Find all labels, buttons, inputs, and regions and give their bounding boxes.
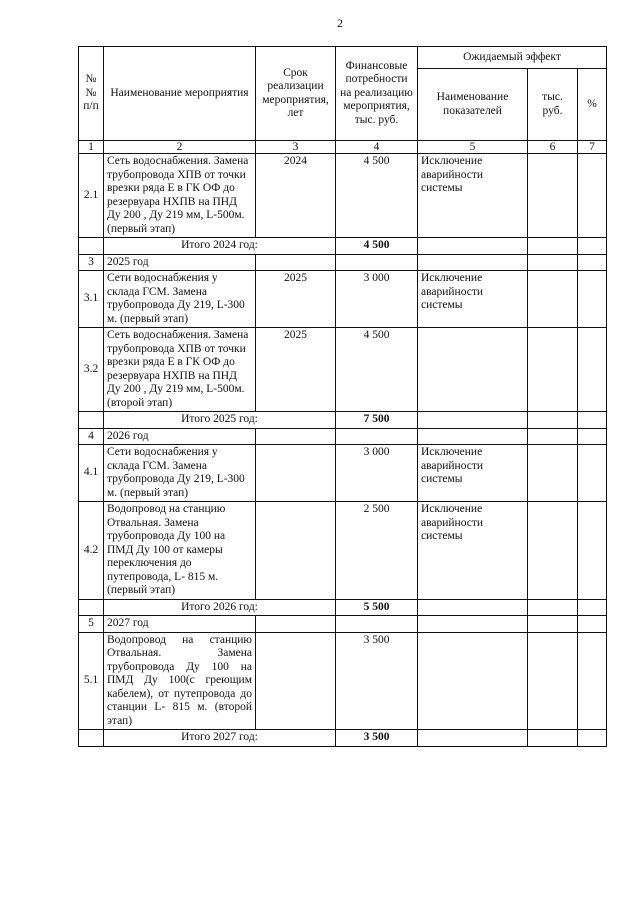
effect-percent: [578, 445, 607, 502]
effect-thousand-rub: [528, 271, 578, 328]
effect-percent: [578, 632, 607, 730]
measure-number: 3.2: [79, 328, 104, 412]
group-label: 2025 год: [104, 254, 256, 271]
empty-cell: [336, 428, 418, 445]
total-cost: 3 500: [336, 730, 418, 747]
measure-effect: [418, 632, 528, 730]
empty-cell: [578, 599, 607, 616]
measure-cost: 4 500: [336, 328, 418, 412]
header-thousand-rub: тыс. руб.: [528, 69, 578, 141]
empty-cell: [79, 599, 104, 616]
effect-percent: [578, 154, 607, 238]
col-number: 5: [418, 141, 528, 154]
empty-cell: [79, 412, 104, 429]
empty-cell: [256, 616, 336, 633]
empty-cell: [578, 254, 607, 271]
empty-cell: [578, 412, 607, 429]
measure-effect: Исключение аварийности системы: [418, 154, 528, 238]
col-number: 6: [528, 141, 578, 154]
measure-row: [79, 445, 607, 502]
header-percent: %: [578, 69, 607, 141]
year-group-row: [79, 254, 607, 271]
empty-cell: [79, 730, 104, 747]
measure-row: [79, 632, 607, 730]
measure-name: Сеть водоснабжения. Замена трубопровода ХПВ от точки врезки ряда Е в ГК ОФ до резервуара НХПВ на ПНД Ду 200 , Ду 219 мм, L-500м. (первый этап): [104, 154, 256, 238]
measure-effect: Исключение аварийности системы: [418, 445, 528, 502]
measure-name: Сети водоснабжения у склада ГСМ. Замена трубопровода Ду 219, L-300 м. (первый этап): [104, 271, 256, 328]
measure-row: [79, 502, 607, 600]
empty-cell: [528, 599, 578, 616]
total-row: [79, 599, 607, 616]
effect-thousand-rub: [528, 632, 578, 730]
measure-effect: [418, 328, 528, 412]
measure-number: 5.1: [79, 632, 104, 730]
measure-cost: 3 500: [336, 632, 418, 730]
total-row: [79, 238, 607, 255]
year-group-row: [79, 616, 607, 633]
total-row: [79, 730, 607, 747]
empty-cell: [418, 238, 528, 255]
total-label: Итого 2027 год:: [104, 730, 336, 747]
effect-thousand-rub: [528, 502, 578, 600]
empty-cell: [528, 616, 578, 633]
empty-cell: [578, 730, 607, 747]
empty-cell: [418, 616, 528, 633]
effect-thousand-rub: [528, 445, 578, 502]
col-number: 7: [578, 141, 607, 154]
measure-name: Сети водоснабжения у склада ГСМ. Замена трубопровода Ду 219, L-300 м. (первый этап): [104, 445, 256, 502]
measure-number: 2.1: [79, 154, 104, 238]
empty-cell: [418, 730, 528, 747]
measure-cost: 3 000: [336, 445, 418, 502]
measure-year: 2025: [256, 271, 336, 328]
measure-effect: Исключение аварийности системы: [418, 502, 528, 600]
empty-cell: [578, 238, 607, 255]
measure-row: [79, 154, 607, 238]
measure-year: [256, 632, 336, 730]
measure-name: Водопровод на станцию Отвальная. Замена трубопровода Ду 100 на ПМД Ду 100 от камеры переключения до путепровода, L- 815 м. (первый этап): [104, 502, 256, 600]
measures-table: [78, 46, 607, 747]
header-term: Срок реализации мероприятия, лет: [256, 47, 336, 141]
col-number: 1: [79, 141, 104, 154]
group-number: 3: [79, 254, 104, 271]
measure-number: 4.2: [79, 502, 104, 600]
empty-cell: [528, 254, 578, 271]
empty-cell: [578, 616, 607, 633]
group-label: 2026 год: [104, 428, 256, 445]
measure-year: [256, 445, 336, 502]
header-effect: Ожидаемый эффект: [418, 47, 607, 69]
group-number: 5: [79, 616, 104, 633]
column-number-row: [79, 141, 607, 154]
measure-year: 2024: [256, 154, 336, 238]
empty-cell: [418, 412, 528, 429]
empty-cell: [528, 730, 578, 747]
empty-cell: [578, 428, 607, 445]
year-group-row: [79, 428, 607, 445]
effect-percent: [578, 328, 607, 412]
measure-name: Сеть водоснабжения. Замена трубопровода ХПВ от точки врезки ряда Е в ГК ОФ до резервуара НХПВ на ПНД Ду 200 , Ду 219 мм, L-500м. (второй этап): [104, 328, 256, 412]
header-name: Наименование мероприятия: [104, 47, 256, 141]
table-body: [79, 141, 607, 747]
empty-cell: [528, 238, 578, 255]
measure-number: 4.1: [79, 445, 104, 502]
effect-percent: [578, 271, 607, 328]
col-number: 3: [256, 141, 336, 154]
total-cost: 5 500: [336, 599, 418, 616]
header-num: №№ п/п: [79, 47, 104, 141]
total-label: Итого 2024 год:: [104, 238, 336, 255]
measure-cost: 4 500: [336, 154, 418, 238]
measure-name: Водопровод на станцию Отвальная. Замена трубопровода Ду 100 на ПМД Ду 100(с греющим кабелем), от путепровода до станции L- 815 м. (второй этап): [104, 632, 256, 730]
empty-cell: [528, 428, 578, 445]
measure-number: 3.1: [79, 271, 104, 328]
empty-cell: [256, 428, 336, 445]
empty-cell: [336, 616, 418, 633]
empty-cell: [418, 428, 528, 445]
empty-cell: [336, 254, 418, 271]
measure-year: [256, 502, 336, 600]
measure-row: [79, 328, 607, 412]
page-number: 2: [337, 16, 343, 30]
col-number: 2: [104, 141, 256, 154]
measure-cost: 3 000: [336, 271, 418, 328]
measure-row: [79, 271, 607, 328]
effect-percent: [578, 502, 607, 600]
empty-cell: [418, 599, 528, 616]
measure-effect: Исключение аварийности системы: [418, 271, 528, 328]
effect-thousand-rub: [528, 154, 578, 238]
total-label: Итого 2026 год:: [104, 599, 336, 616]
col-number: 4: [336, 141, 418, 154]
total-label: Итого 2025 год:: [104, 412, 336, 429]
empty-cell: [256, 254, 336, 271]
measure-year: 2025: [256, 328, 336, 412]
total-row: [79, 412, 607, 429]
total-cost: 4 500: [336, 238, 418, 255]
measure-cost: 2 500: [336, 502, 418, 600]
header-finance: Финансовые потребности на реализацию мероприятия, тыс. руб.: [336, 47, 418, 141]
effect-thousand-rub: [528, 328, 578, 412]
empty-cell: [418, 254, 528, 271]
header-indicator: Наименование показателей: [418, 69, 528, 141]
empty-cell: [79, 238, 104, 255]
group-number: 4: [79, 428, 104, 445]
empty-cell: [528, 412, 578, 429]
total-cost: 7 500: [336, 412, 418, 429]
group-label: 2027 год: [104, 616, 256, 633]
